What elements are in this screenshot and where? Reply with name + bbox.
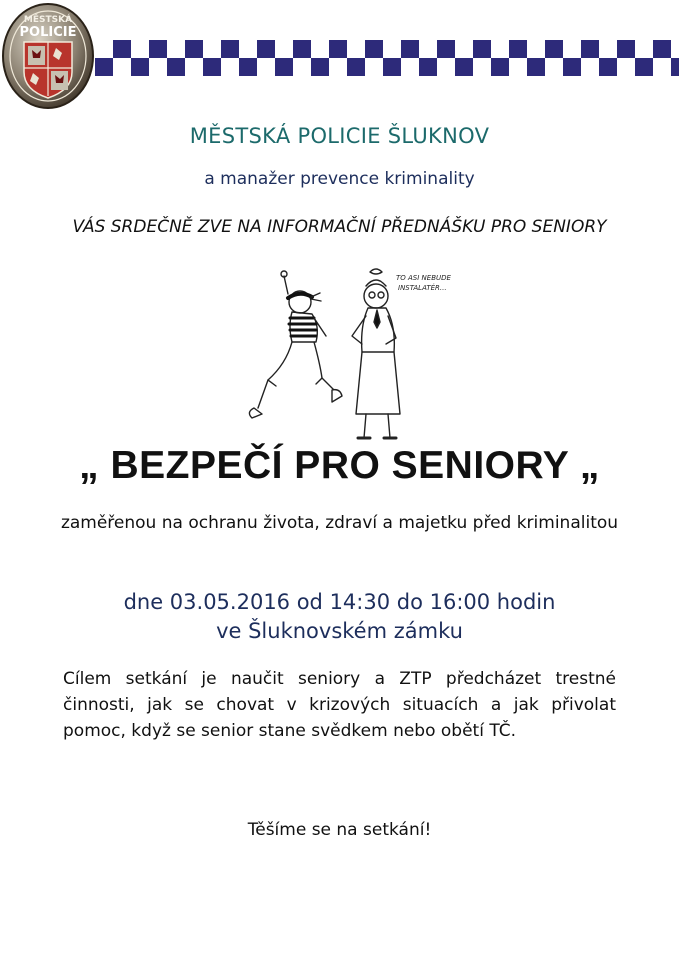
organization-subtitle: a manažer prevence kriminality	[204, 169, 475, 189]
police-badge-logo	[2, 2, 94, 110]
event-datetime	[0, 588, 679, 646]
event-description: zaměřenou na ochranu života, zdraví a majetku před kriminalitou	[60, 513, 619, 533]
burglar-and-senior-illustration	[228, 266, 458, 454]
event-headline: „ BEZPEČÍ PRO SENIORY „	[79, 444, 600, 487]
event-purpose-paragraph: Cílem setkání je naučit seniory a ZTP předcházet trestné činnosti, jak se chovat v krizových situacích a jak přivolat pomoc, když se senior stane svědkem nebo obětí TČ.	[63, 669, 616, 741]
event-date-time: dne 03.05.2016 od 14:30 do 16:00 hodin	[123, 590, 556, 614]
event-location: ve Šluknovském zámku	[216, 619, 463, 643]
speech-line-1: TO ASI NEBUDE	[396, 274, 451, 282]
invitation-text: VÁS SRDEČNĚ ZVE NA INFORMAČNÍ PŘEDNÁŠKU PRO SENIORY	[72, 217, 607, 237]
speech-line-2: INSTALATÉR...	[398, 284, 447, 292]
badge-text-main: POLICIE	[19, 25, 77, 40]
closing-line: Těšíme se na setkání!	[247, 820, 432, 840]
badge-text-top: MĚSTSKÁ	[23, 15, 73, 25]
checkered-band	[95, 40, 679, 76]
organization-title: MĚSTSKÁ POLICIE ŠLUKNOV	[189, 124, 490, 148]
